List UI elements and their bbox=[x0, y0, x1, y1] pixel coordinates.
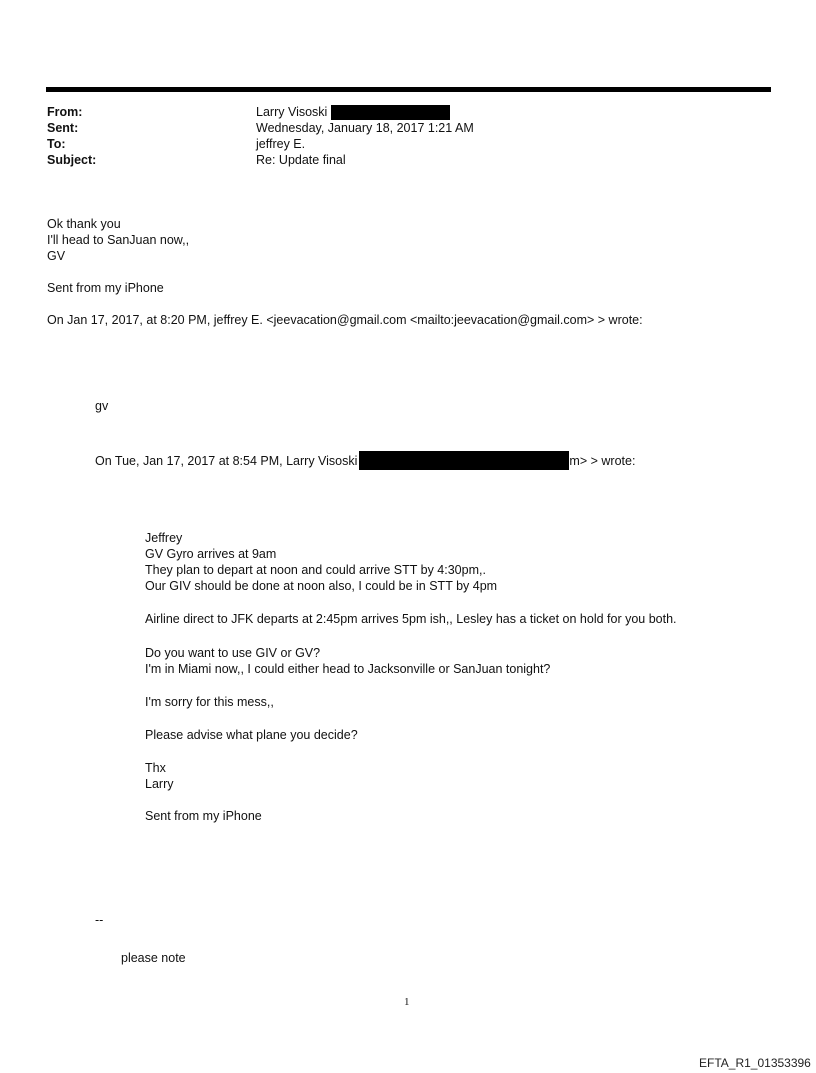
subject-value: Re: Update final bbox=[256, 153, 346, 167]
page-number: 1 bbox=[404, 996, 410, 1008]
reply-text: gv bbox=[95, 399, 109, 413]
signature: Sent from my iPhone bbox=[47, 281, 164, 295]
quote2-intro-row bbox=[95, 451, 635, 470]
inner-line: I'm sorry for this mess,, bbox=[145, 695, 274, 709]
from-label: From: bbox=[47, 105, 83, 119]
redaction-box bbox=[359, 451, 569, 470]
from-value: Larry Visoski bbox=[256, 105, 328, 119]
body-line: I'll head to SanJuan now,, bbox=[47, 233, 190, 247]
from-row bbox=[256, 104, 450, 120]
inner-line: Thx bbox=[145, 761, 166, 775]
inner-line: Do you want to use GIV or GV? bbox=[145, 646, 321, 660]
to-label: To: bbox=[47, 137, 66, 151]
header-rule bbox=[46, 87, 771, 92]
inner-line: They plan to depart at noon and could arrive STT by 4:30pm,. bbox=[145, 563, 486, 577]
subject-label: Subject: bbox=[47, 153, 97, 167]
inner-line: Our GIV should be done at noon also, I could be in STT by 4pm bbox=[145, 579, 498, 593]
inner-line: Larry bbox=[145, 777, 174, 791]
quote-intro: On Jan 17, 2017, at 8:20 PM, jeffrey E. <jeevacation@gmail.com <mailto:jeevacation@gmail.com> > wrote: bbox=[47, 313, 643, 327]
sent-label: Sent: bbox=[47, 121, 79, 135]
inner-line: I'm in Miami now,, I could either head to Jacksonville or SanJuan tonight? bbox=[145, 662, 551, 676]
note-text: please note bbox=[121, 951, 186, 965]
quote2-intro-post: m> > wrote: bbox=[569, 453, 636, 468]
signature-separator: -- bbox=[95, 913, 104, 927]
inner-line: Airline direct to JFK departs at 2:45pm arrives 5pm ish,, Lesley has a ticket on hold for you both. bbox=[145, 612, 677, 626]
to-value: jeffrey E. bbox=[256, 137, 306, 151]
body-line: GV bbox=[47, 249, 66, 263]
inner-line: GV Gyro arrives at 9am bbox=[145, 547, 277, 561]
body-line: Ok thank you bbox=[47, 217, 121, 231]
quote2-intro-pre: On Tue, Jan 17, 2017 at 8:54 PM, Larry Visoski bbox=[95, 453, 358, 468]
sent-value: Wednesday, January 18, 2017 1:21 AM bbox=[256, 121, 474, 135]
inner-line: Jeffrey bbox=[145, 531, 183, 545]
inner-line: Sent from my iPhone bbox=[145, 809, 262, 823]
redaction-box bbox=[331, 105, 450, 120]
document-id: EFTA_R1_01353396 bbox=[699, 1056, 811, 1070]
inner-line: Please advise what plane you decide? bbox=[145, 728, 358, 742]
